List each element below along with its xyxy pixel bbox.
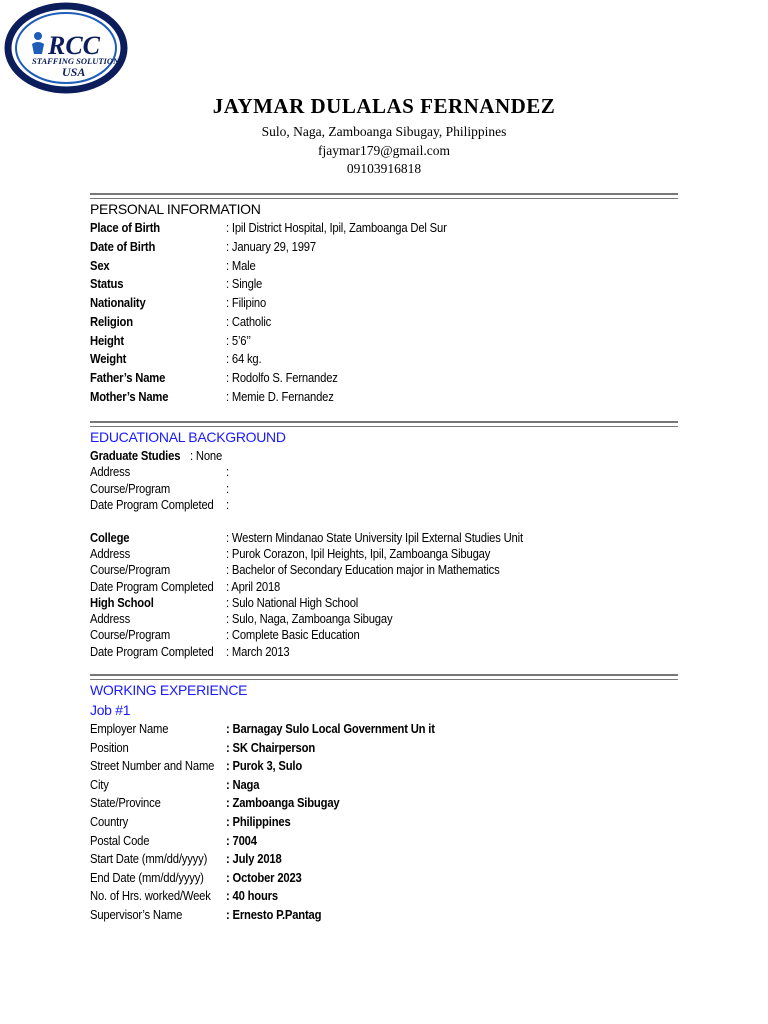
job-detail-value: : Zamboanga Sibugay <box>226 796 340 811</box>
job-detail-value: : Purok 3, Sulo <box>226 759 303 774</box>
college-detail-label: Course/Program <box>90 563 171 578</box>
logo-main-text: RCC <box>48 31 101 60</box>
job-detail-value: : Ernesto P.Pantag <box>226 908 322 922</box>
highschool-label: High School <box>90 596 154 610</box>
personal-info-value: : Rodolfo S. Fernandez <box>226 371 338 385</box>
personal-info-row <box>90 352 690 370</box>
personal-info-row <box>90 315 690 333</box>
job-detail-value: : SK Chairperson <box>226 740 316 755</box>
personal-info-heading: PERSONAL INFORMATION <box>90 201 261 217</box>
job-detail-label: Postal Code <box>90 833 150 848</box>
highschool-detail-value: : March 2013 <box>226 644 290 659</box>
personal-info-row <box>90 334 690 352</box>
address-line: Sulo, Naga, Zamboanga Sibugay, Philippines <box>261 124 507 139</box>
personal-info-row <box>90 277 690 295</box>
personal-info-label: Sex <box>90 258 110 273</box>
personal-info-value: : Ipil District Hospital, Ipil, Zamboanga Del Sur <box>226 221 447 235</box>
job-detail-row <box>90 815 690 833</box>
personal-info-row <box>90 240 690 258</box>
email-line: fjaymar179@gmail.com <box>317 143 451 158</box>
logo-line1: STAFFING SOLUTION <box>32 56 120 66</box>
personal-info-label: Date of Birth <box>90 239 156 254</box>
section-divider <box>90 421 678 427</box>
personal-info-value: : Memie D. Fernandez <box>226 389 334 404</box>
highschool-detail-label: Date Program Completed <box>90 644 214 659</box>
job-detail-value: : Barnagay Sulo Local Government Un it <box>226 722 435 736</box>
job-detail-value: : Philippines <box>226 815 291 829</box>
personal-info-label: Nationality <box>90 296 146 310</box>
personal-info-value: : Male <box>226 258 256 273</box>
job-detail-value: : 7004 <box>226 833 257 848</box>
job-detail-label: End Date (mm/dd/yyyy) <box>90 870 204 885</box>
job-detail-row <box>90 852 690 870</box>
college-detail-value: : Purok Corazon, Ipil Heights, Ipil, Zamboanga Sibugay <box>226 547 491 561</box>
job-detail-row <box>90 908 690 926</box>
job-detail-label: No. of Hrs. worked/Week <box>90 889 211 904</box>
personal-info-value: : January 29, 1997 <box>226 239 316 254</box>
personal-info-row <box>90 221 690 239</box>
personal-info-row <box>90 259 690 277</box>
applicant-name: JAYMAR DULALAS FERNANDEZ <box>212 94 556 118</box>
graduate-detail-label: Address <box>90 465 131 479</box>
graduate-detail-row <box>90 465 690 483</box>
personal-info-label: Weight <box>90 352 127 367</box>
job-heading: Job #1 <box>90 702 131 718</box>
job-detail-row <box>90 759 690 777</box>
section-divider <box>90 193 678 199</box>
highschool-detail-row <box>90 612 690 630</box>
personal-info-label: Height <box>90 333 124 348</box>
personal-info-value: : 5’6’’ <box>226 333 251 348</box>
college-value: : Western Mindanao State University Ipil External Studies Unit <box>226 531 523 545</box>
personal-info-label: Father’s Name <box>90 371 166 385</box>
job-detail-row <box>90 796 690 814</box>
graduate-detail-value: : <box>226 465 229 479</box>
job-detail-row <box>90 871 690 889</box>
college-detail-value: : April 2018 <box>226 579 281 594</box>
personal-info-row <box>90 371 690 389</box>
personal-info-row <box>90 390 690 408</box>
logo-line2: USA <box>62 65 86 79</box>
job-detail-row <box>90 741 690 759</box>
personal-info-label: Mother’s Name <box>90 389 169 404</box>
graduate-detail-label: Date Program Completed <box>90 498 214 512</box>
job-detail-value: : July 2018 <box>226 852 282 867</box>
college-detail-label: Address <box>90 547 131 561</box>
highschool-detail-label: Course/Program <box>90 628 171 643</box>
job-detail-row <box>90 834 690 852</box>
job-detail-value: : 40 hours <box>226 889 278 904</box>
personal-info-label: Place of Birth <box>90 221 161 235</box>
job-detail-label: Start Date (mm/dd/yyyy) <box>90 852 208 867</box>
job-detail-label: Position <box>90 740 129 755</box>
job-detail-label: Employer Name <box>90 722 169 736</box>
job-detail-row <box>90 778 690 796</box>
graduate-detail-row <box>90 498 690 516</box>
job-detail-value: : Naga <box>226 777 260 792</box>
job-detail-label: Street Number and Name <box>90 759 215 774</box>
highschool-detail-label: Address <box>90 612 131 626</box>
personal-info-label: Religion <box>90 314 133 329</box>
person-icon <box>34 32 42 40</box>
job-detail-label: State/Province <box>90 796 161 811</box>
highschool-value: : Sulo National High School <box>226 596 359 610</box>
work-heading: WORKING EXPERIENCE <box>90 682 248 698</box>
job-detail-row <box>90 889 690 907</box>
highschool-detail-row <box>90 645 690 663</box>
graduate-detail-label: Course/Program <box>90 481 171 496</box>
college-detail-row <box>90 547 690 565</box>
college-detail-row <box>90 563 690 581</box>
highschool-detail-value: : Complete Basic Education <box>226 628 360 643</box>
personal-info-row <box>90 296 690 314</box>
job-detail-label: Supervisor’s Name <box>90 908 183 922</box>
rcc-logo <box>2 2 142 94</box>
graduate-studies-label: Graduate Studies <box>90 449 181 463</box>
section-divider <box>90 674 678 680</box>
personal-info-value: : Filipino <box>226 296 267 310</box>
job-detail-value: : October 2023 <box>226 870 302 885</box>
graduate-detail-row <box>90 482 690 500</box>
college-detail-value: : Bachelor of Secondary Education major in Mathematics <box>226 563 500 578</box>
personal-info-label: Status <box>90 277 124 292</box>
college-detail-row <box>90 580 690 598</box>
college-detail-label: Date Program Completed <box>90 579 214 594</box>
phone-line: 09103916818 <box>346 161 422 176</box>
job-detail-row <box>90 722 690 740</box>
education-heading: EDUCATIONAL BACKGROUND <box>90 429 286 445</box>
highschool-detail-value: : Sulo, Naga, Zamboanga Sibugay <box>226 612 393 626</box>
job-detail-label: City <box>90 777 109 792</box>
college-label: College <box>90 531 130 545</box>
personal-info-value: : Single <box>226 277 263 292</box>
personal-info-value: : 64 kg. <box>226 352 262 367</box>
personal-info-value: : Catholic <box>226 314 272 329</box>
highschool-detail-row <box>90 628 690 646</box>
graduate-studies-value: : None <box>190 449 223 463</box>
graduate-detail-value: : <box>226 481 229 496</box>
graduate-detail-value: : <box>226 498 229 512</box>
job-detail-label: Country <box>90 815 129 829</box>
